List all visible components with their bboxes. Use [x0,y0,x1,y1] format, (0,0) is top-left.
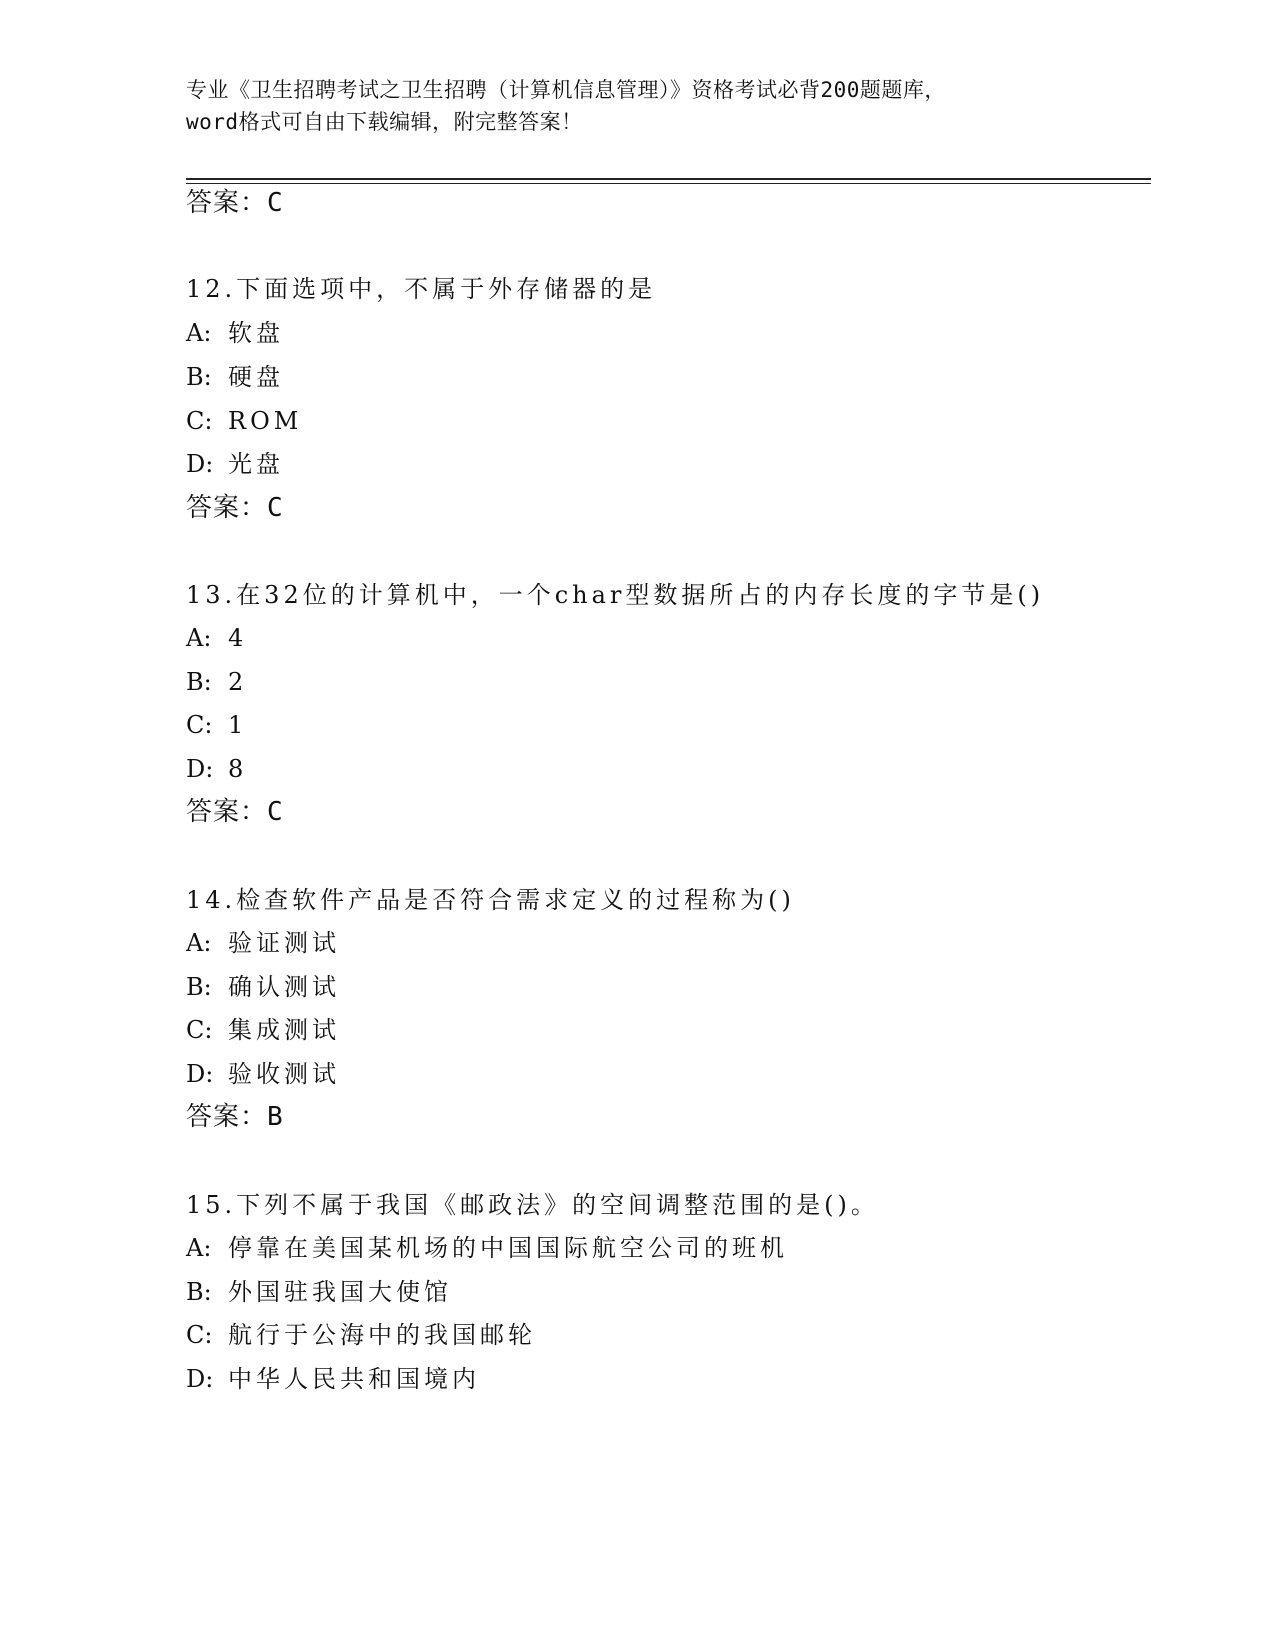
answer-label: 答案： [186,493,268,523]
option-key: D: [186,755,214,783]
question-13 [186,578,1044,612]
option-key: B: [186,973,212,1001]
option-text: 光盘 [228,450,284,478]
question-15 [186,1188,879,1222]
answer-value: B [267,1102,283,1132]
prev-answer [186,186,283,220]
question-text: 在32位的计算机中，一个char型数据所占的内存长度的字节是() [236,581,1045,609]
answer-label: 答案： [186,797,268,827]
option-text: 软盘 [228,319,284,347]
option-text: 验证测试 [228,929,340,957]
option-15-b [186,1275,452,1309]
option-13-a [186,621,247,655]
option-12-c [186,404,302,438]
question-number: 12. [186,275,237,303]
answer-value: C [267,493,283,523]
option-key: D: [186,450,214,478]
option-text: 1 [228,711,248,739]
option-15-a [186,1231,788,1265]
option-key: C: [186,1321,213,1349]
option-key: D: [186,1365,214,1393]
option-14-a [186,926,340,960]
answer-label: 答案： [186,188,268,218]
option-text: 4 [228,624,248,652]
option-text: 验收测试 [228,1060,340,1088]
answer-14 [186,1100,283,1134]
option-13-b [186,665,247,699]
option-key: B: [186,668,212,696]
option-key: A: [186,929,212,957]
option-15-c [186,1318,536,1352]
option-text: 集成测试 [228,1016,340,1044]
document-header [186,74,1066,138]
option-text: 停靠在美国某机场的中国国际航空公司的班机 [228,1234,788,1262]
answer-13 [186,795,283,829]
option-text: 外国驻我国大使馆 [228,1278,452,1306]
answer-value: C [267,797,283,827]
option-key: B: [186,1278,212,1306]
header-line-2: word格式可自由下载编辑，附完整答案！ [186,110,583,134]
option-key: A: [186,319,212,347]
option-text: 航行于公海中的我国邮轮 [228,1321,536,1349]
answer-value: C [267,188,283,218]
option-key: A: [186,1234,212,1262]
question-text: 下列不属于我国《邮政法》的空间调整范围的是()。 [236,1191,879,1219]
option-text: 硬盘 [228,363,284,391]
header-rule-thin [186,183,1151,184]
option-15-d [186,1362,480,1396]
question-number: 13. [186,581,237,609]
option-14-c [186,1013,340,1047]
option-12-b [186,360,284,394]
option-12-a [186,316,284,350]
question-text: 检查软件产品是否符合需求定义的过程称为() [236,886,795,914]
option-13-c [186,708,247,742]
question-number: 15. [186,1191,237,1219]
option-text: ROM [228,407,303,435]
option-key: C: [186,711,213,739]
option-text: 中华人民共和国境内 [228,1365,480,1393]
option-14-d [186,1057,340,1091]
answer-label: 答案： [186,1102,268,1132]
option-key: B: [186,363,212,391]
header-line-1: 专业《卫生招聘考试之卫生招聘（计算机信息管理）》资格考试必背200题题库， [186,78,946,102]
option-text: 确认测试 [228,973,340,1001]
option-key: A: [186,624,212,652]
question-text: 下面选项中，不属于外存储器的是 [236,275,657,303]
answer-12 [186,491,283,525]
option-text: 8 [228,755,248,783]
option-14-b [186,970,340,1004]
header-rule-thick [186,178,1151,180]
question-12 [186,272,656,306]
option-key: D: [186,1060,214,1088]
question-number: 14. [186,886,237,914]
option-key: C: [186,1016,213,1044]
option-text: 2 [228,668,248,696]
option-key: C: [186,407,213,435]
question-14 [186,883,795,917]
option-12-d [186,447,284,481]
option-13-d [186,752,247,786]
